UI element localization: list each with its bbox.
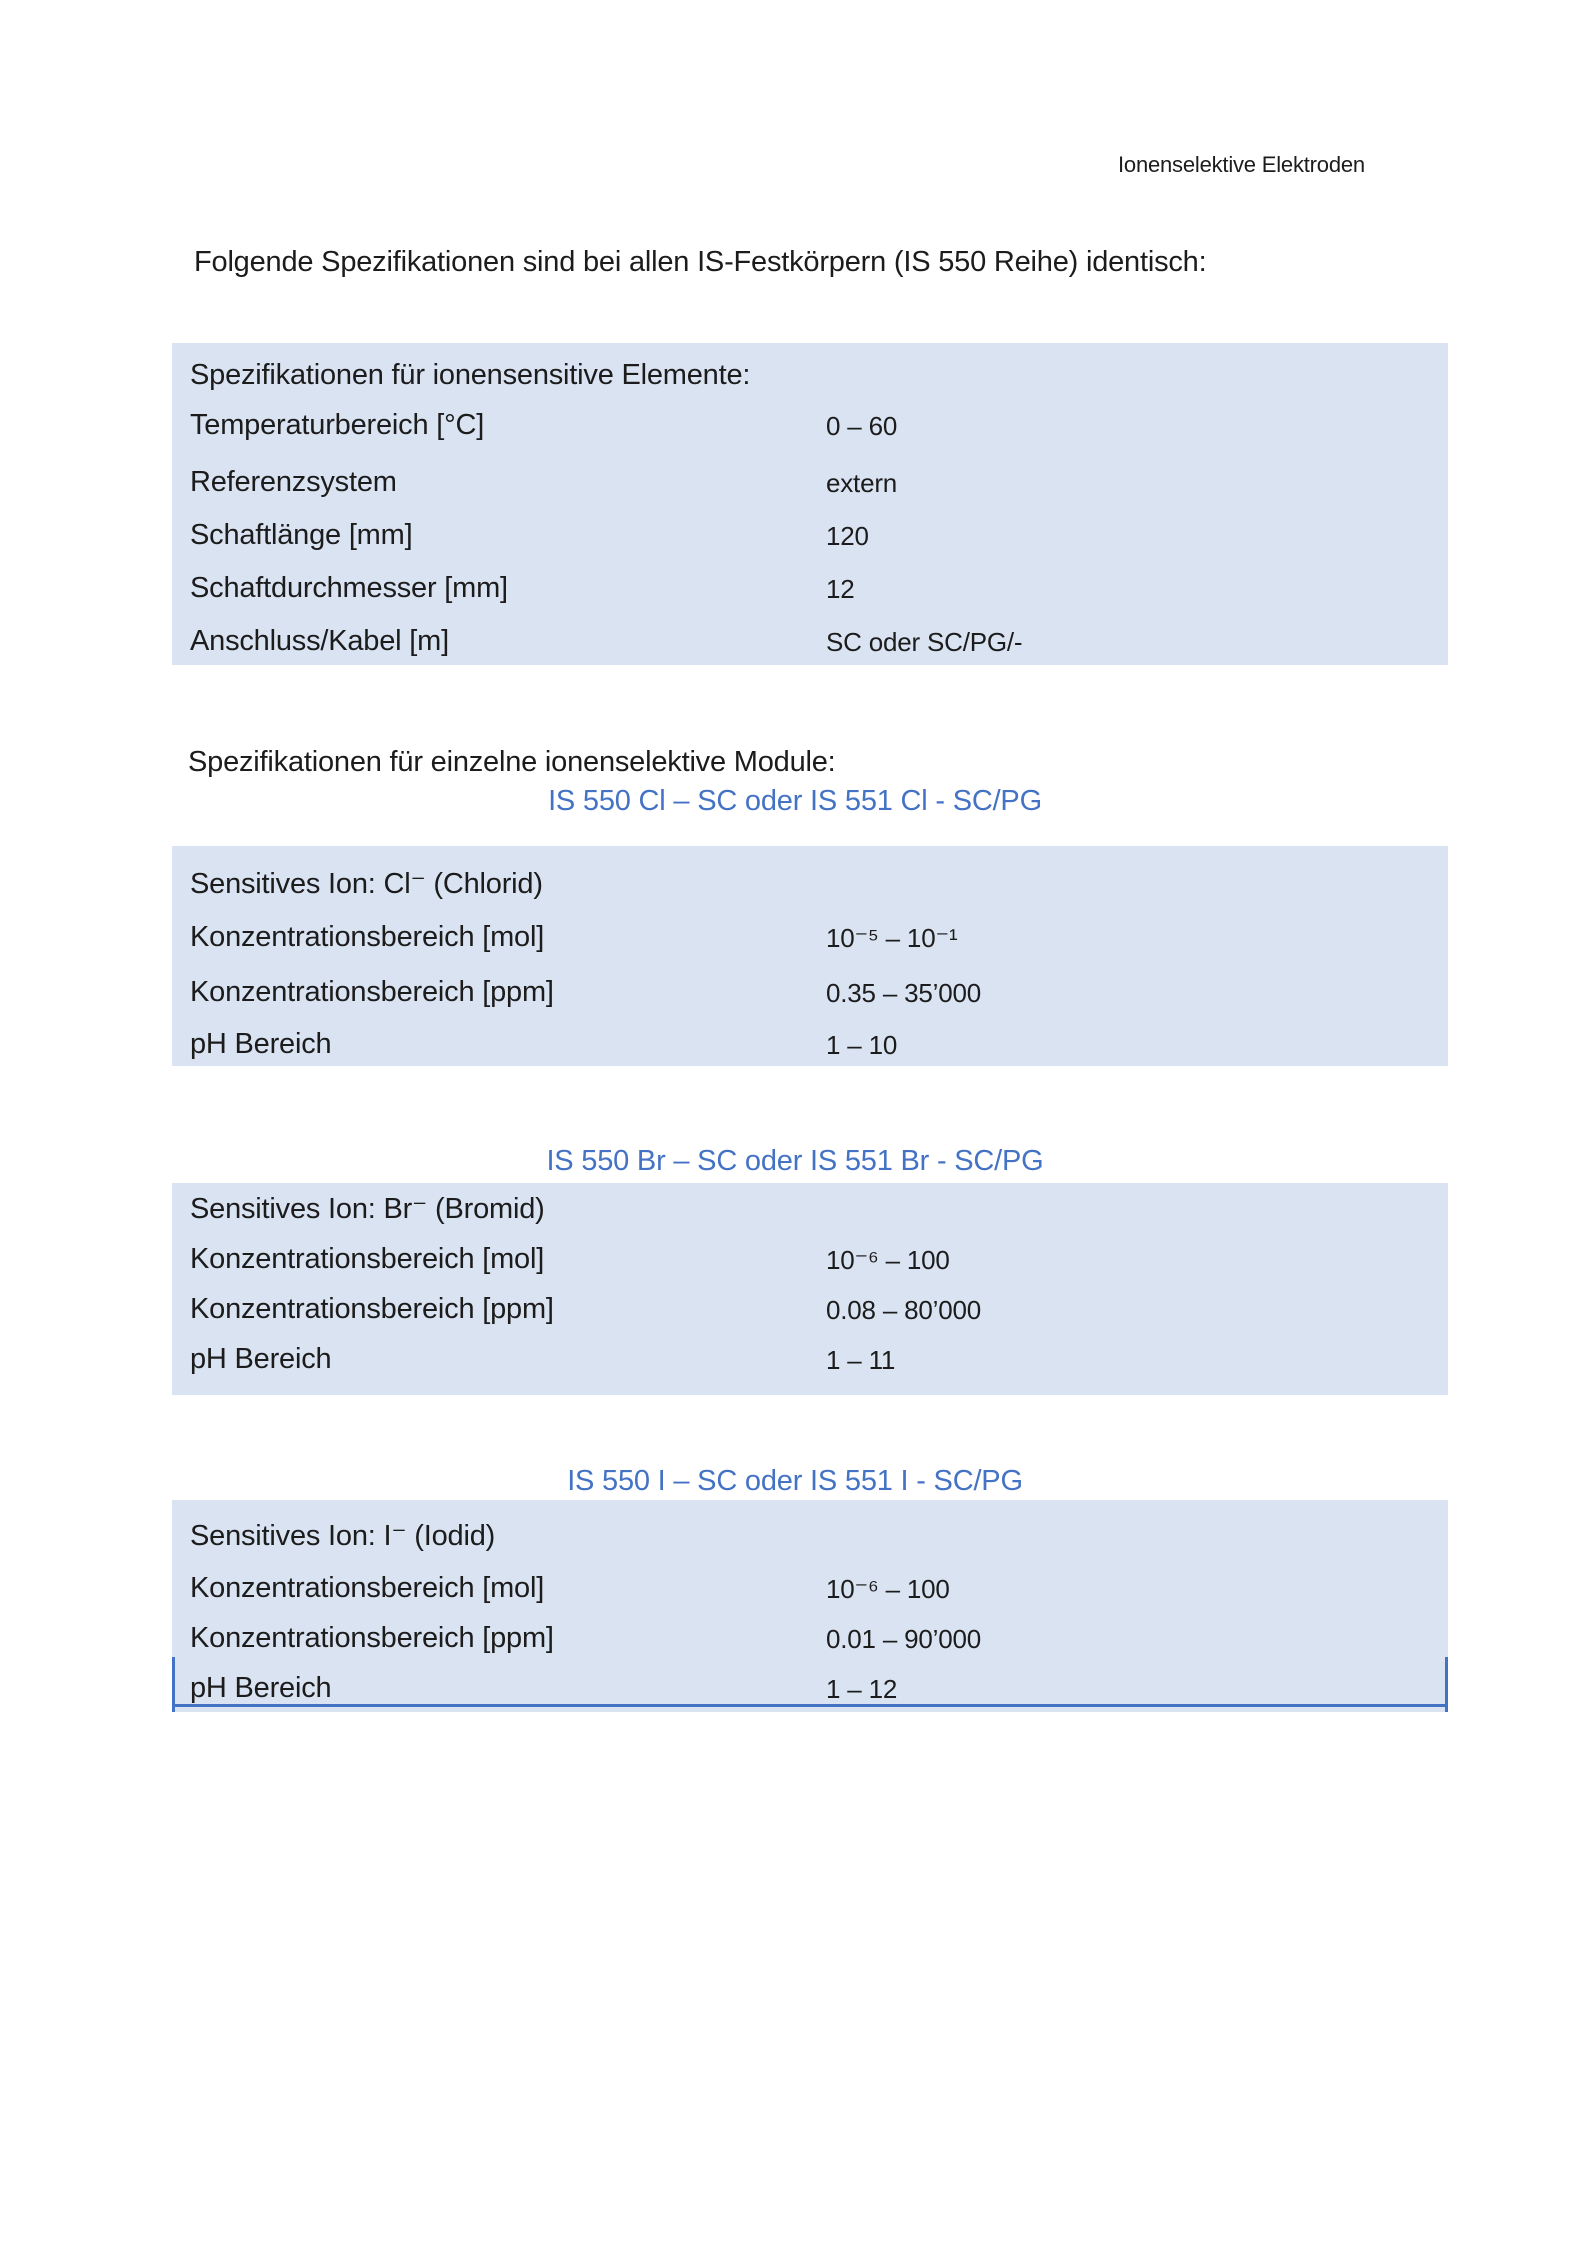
row-label: Konzentrationsbereich [mol]	[190, 1572, 545, 1604]
table-row	[190, 625, 1440, 665]
ion-title: Sensitives Ion: Cl⁻ (Chlorid)	[190, 868, 543, 900]
row-value: 10⁻⁵ – 10⁻¹	[826, 923, 958, 953]
table-row	[190, 1343, 1440, 1383]
table-row	[190, 976, 1440, 1016]
row-value: 1 – 11	[826, 1345, 896, 1375]
row-label: Temperaturbereich [°C]	[190, 409, 485, 441]
row-label: pH Bereich	[190, 1672, 332, 1704]
row-value: SC oder SC/PG/-	[826, 627, 1023, 657]
table-row	[190, 1572, 1440, 1612]
row-label: Schaftdurchmesser [mm]	[190, 572, 508, 604]
ion-title: Sensitives Ion: Br⁻ (Bromid)	[190, 1193, 545, 1225]
row-label: Konzentrationsbereich [ppm]	[190, 1622, 554, 1654]
row-value: 0 – 60	[826, 411, 898, 441]
row-label: Konzentrationsbereich [mol]	[190, 921, 545, 953]
row-value: 10⁻⁶ – 100	[826, 1574, 950, 1604]
row-label: Konzentrationsbereich [ppm]	[190, 1293, 554, 1325]
module-heading-cl: IS 550 Cl – SC oder IS 551 Cl - SC/PG	[548, 785, 1042, 817]
table-row	[190, 1622, 1440, 1662]
row-value: 120	[826, 521, 869, 551]
table-row	[190, 1028, 1440, 1068]
row-value: 1 – 10	[826, 1030, 898, 1060]
module-table-i	[172, 1500, 1448, 1712]
row-value: 0.35 – 35’000	[826, 978, 981, 1008]
table-row	[190, 1243, 1440, 1283]
table-row	[190, 1293, 1440, 1333]
module-heading-i: IS 550 I – SC oder IS 551 I - SC/PG	[567, 1465, 1023, 1497]
row-value: 0.01 – 90’000	[826, 1624, 981, 1654]
row-label: pH Bereich	[190, 1343, 332, 1375]
table-row	[190, 921, 1440, 961]
row-label: Referenzsystem	[190, 466, 397, 498]
running-header: Ionenselektive Elektroden	[1118, 152, 1365, 177]
table-row	[190, 466, 1440, 506]
intro-paragraph: Folgende Spezifikationen sind bei allen IS-Festkörpern (IS 550 Reihe) identisch:	[194, 246, 1207, 278]
row-value: 10⁻⁶ – 100	[826, 1245, 950, 1275]
module-table-cl	[172, 846, 1448, 1066]
module-heading-br: IS 550 Br – SC oder IS 551 Br - SC/PG	[546, 1145, 1044, 1177]
modules-section-title: Spezifikationen für einzelne ionenselektive Module:	[188, 746, 836, 778]
general-spec-table-title: Spezifikationen für ionensensitive Elemente:	[190, 359, 751, 391]
ion-title: Sensitives Ion: I⁻ (Iodid)	[190, 1520, 496, 1552]
row-value: 1 – 12	[826, 1674, 898, 1704]
row-value: 12	[826, 574, 855, 604]
table-row	[190, 519, 1440, 559]
general-spec-table	[172, 343, 1448, 665]
table-border-bottom	[172, 1704, 1448, 1707]
module-table-br	[172, 1183, 1448, 1395]
row-value: extern	[826, 468, 898, 498]
row-label: Konzentrationsbereich [mol]	[190, 1243, 545, 1275]
row-label: Konzentrationsbereich [ppm]	[190, 976, 554, 1008]
row-label: pH Bereich	[190, 1028, 332, 1060]
row-value: 0.08 – 80’000	[826, 1295, 981, 1325]
table-row	[190, 572, 1440, 612]
row-label: Schaftlänge [mm]	[190, 519, 413, 551]
row-label: Anschluss/Kabel [m]	[190, 625, 449, 657]
table-row	[190, 409, 1440, 449]
